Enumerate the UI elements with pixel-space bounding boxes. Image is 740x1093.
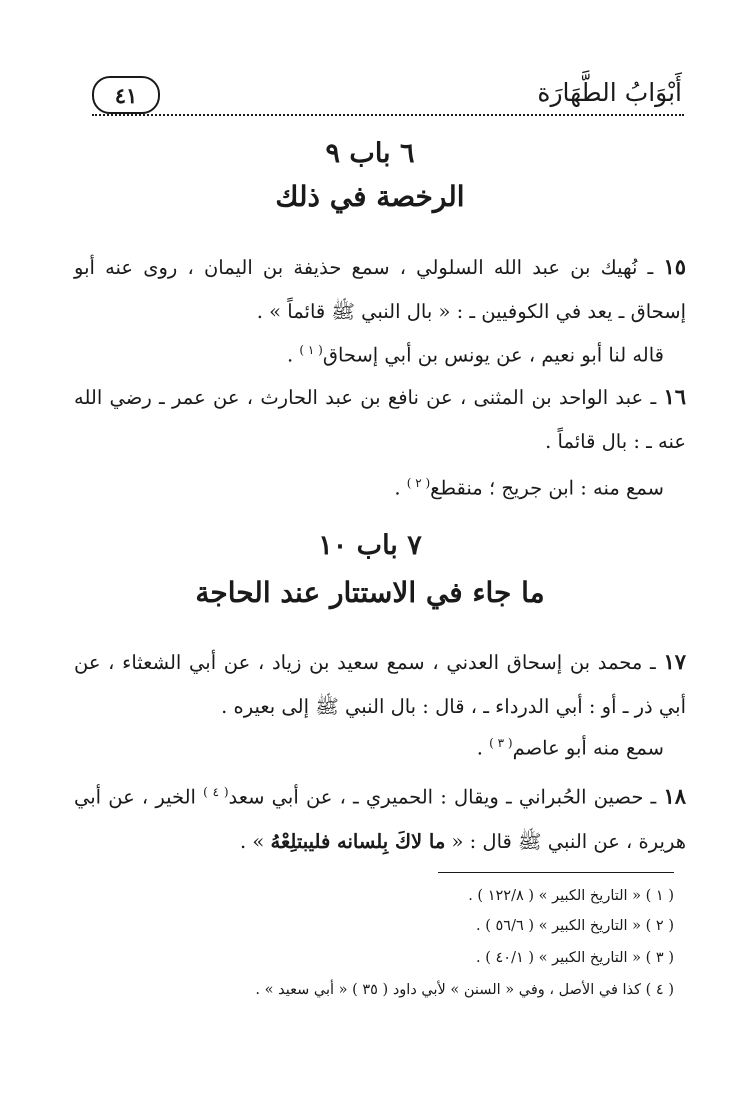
entry-number: ١٨ <box>663 783 686 809</box>
entry-number: ١٧ <box>663 649 686 674</box>
footnote-ref-4[interactable]: ( ٤ ) <box>203 785 229 799</box>
entry-note-text: قاله لنا أبو نعيم ، عن يونس بن أبي إسحاق <box>322 343 664 367</box>
entry-text: ـ نُهيك بن عبد الله السلولي ، سمع حذيفة بن اليمان ، روى عنه أبو إسحاق ـ يعد في الكوفيين ـ : « بال النبي ﷺ قائماً » . <box>74 256 686 323</box>
entry-text-end: » . <box>239 829 271 853</box>
entry-16 <box>74 375 686 464</box>
footnote-divider <box>438 872 674 873</box>
entry-16-note <box>394 468 664 504</box>
running-header-title: أَبْوَابُ الطَّهَارَة <box>537 78 682 107</box>
entry-15 <box>74 245 686 334</box>
footnote-ref-2[interactable]: ( ٢ ) <box>406 476 431 490</box>
entry-note-text: سمع منه : ابن جريج ؛ منقطع <box>430 476 664 500</box>
chapter-heading-9: ٦ باب ٩ <box>325 138 415 169</box>
entry-note-end: . <box>476 736 490 760</box>
entry-17 <box>74 640 686 729</box>
entry-text: ـ عبد الواحد بن المثنى ، عن نافع بن عبد الحارث ، عن عمر ـ رضي الله عنه ـ : بال قائماً . <box>74 386 686 453</box>
entry-text: ـ محمد بن إسحاق العدني ، سمع سعيد بن زياد ، عن أبي الشعثاء ، عن أبي ذر ـ أو : أبي الدرداء ـ ، قال : بال النبي ﷺ إلى بعيره . <box>74 651 686 718</box>
chapter-title-9: الرخصة في ذلك <box>275 180 465 213</box>
entry-18 <box>74 770 686 864</box>
footnote-1: ( ١ ) « التاريخ الكبير » ( ١٢٢/٨ ) . <box>468 888 674 904</box>
entry-number: ١٦ <box>663 384 686 409</box>
chapter-title-10: ما جاء في الاستتار عند الحاجة <box>195 576 545 609</box>
entry-17-note <box>477 728 664 764</box>
footnote-ref-3[interactable]: ( ٣ ) <box>489 736 513 750</box>
footnote-ref-1[interactable]: ( ١ ) <box>299 343 323 357</box>
footnote-2: ( ٢ ) « التاريخ الكبير » ( ٥٦/٦ ) . <box>476 918 674 934</box>
entry-15-note <box>287 335 664 371</box>
entry-note-end: . <box>286 343 300 367</box>
header-divider <box>92 114 684 116</box>
page-number: ٤١ <box>114 82 138 108</box>
footnote-4: ( ٤ ) كذا في الأصل ، وفي « السنن » لأبي داود ( ٣٥ ) « أبي سعيد » . <box>255 982 674 998</box>
entry-note-end: . <box>394 476 407 500</box>
page-number-badge <box>92 76 160 114</box>
entry-text: ـ حصين الحُبراني ـ ويقال : الحميري ـ ، عن أبي سعد <box>228 785 657 809</box>
hadith-quote: ما لاكَ بِلسانه فليبتلِعْهُ <box>270 829 446 853</box>
footnote-3: ( ٣ ) « التاريخ الكبير » ( ٤٠/١ ) . <box>476 950 674 966</box>
entry-number: ١٥ <box>663 254 686 279</box>
entry-text-cont: الخير ، عن أبي هريرة ، عن النبي ﷺ قال : « <box>74 785 686 853</box>
entry-note-text: سمع منه أبو عاصم <box>512 736 664 760</box>
chapter-heading-10: ٧ باب ١٠ <box>318 530 422 561</box>
